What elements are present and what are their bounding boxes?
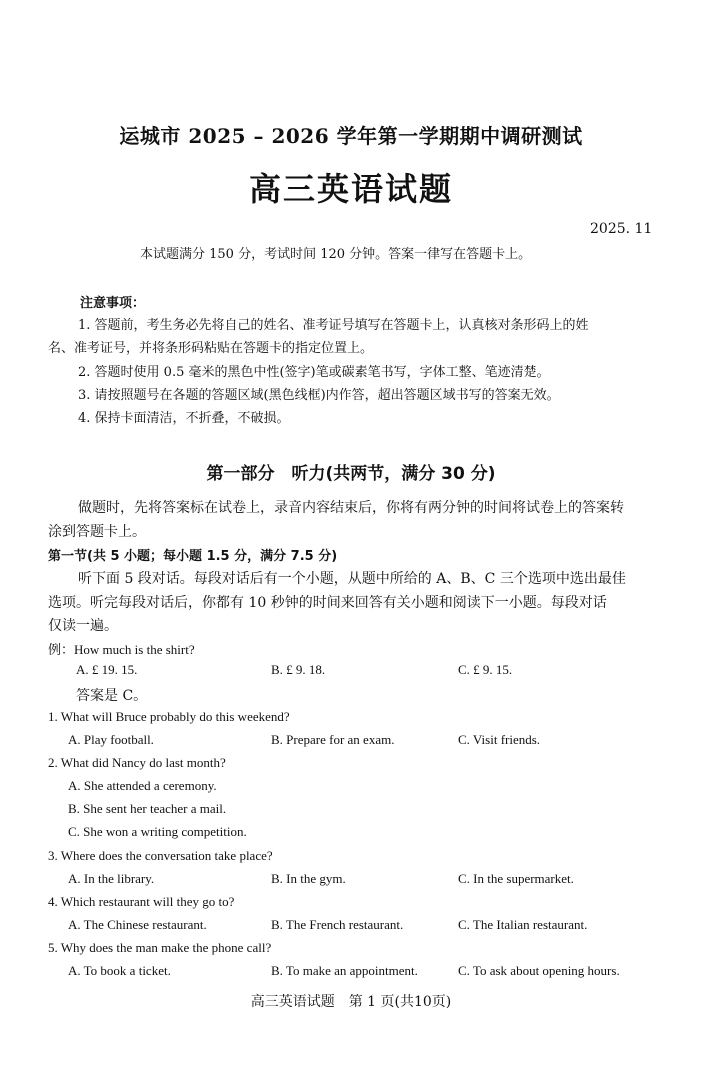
notice-item-1-cont: 名、准考证号，并将条形码粘贴在答题卡的指定位置上。 (48, 341, 374, 356)
notice-item-1: 1. 答题前，考生务必先将自己的姓名、准考证号填写在答题卡上，认真核对条形码上的姓 (78, 318, 589, 333)
page-footer: 高三英语试题 第 1 页(共10页) (250, 994, 452, 1010)
question-5: 5. Why does the man make the phone call? (48, 940, 272, 955)
question-5-option-c: C. To ask about opening hours. (458, 963, 620, 978)
question-4-option-b: B. The French restaurant. (271, 917, 404, 932)
question-2: 2. What did Nancy do last month? (48, 755, 226, 770)
question-3: 3. Where does the conversation take place? (48, 848, 273, 863)
question-3-option-a: A. In the library. (68, 871, 155, 886)
question-4: 4. Which restaurant will they go to? (48, 894, 235, 909)
section1-heading: 第一节(共 5 小题；每小题 1.5 分，满分 7.5 分) (48, 549, 338, 564)
question-5-option-a: A. To book a ticket. (68, 963, 171, 978)
question-2-option-a: A. She attended a ceremony. (68, 778, 217, 793)
question-1-option-b: B. Prepare for an exam. (271, 732, 395, 747)
notice-item-3: 3. 请按照题号在各题的答题区域(黑色线框)内作答，超出答题区域书写的答案无效。 (78, 388, 560, 403)
section1-instructions-cont: 选项。听完每段对话后，你都有 10 秒钟的时间来回答有关小题和阅读下一小题。每段对话 (48, 595, 607, 611)
question-2-option-b: B. She sent her teacher a mail. (68, 801, 227, 816)
notice-item-2: 2. 答题时使用 0.5 毫米的黑色中性(签字)笔或碳素笔书写，字体工整、笔迹清楚。 (78, 365, 550, 380)
example-option-c: C. £ 9. 15. (458, 662, 513, 677)
exam-intro: 本试题满分 150 分，考试时间 120 分钟。答案一律写在答题卡上。 (140, 247, 532, 262)
example-answer: 答案是 C。 (76, 688, 148, 704)
question-2-option-c: C. She won a writing competition. (68, 824, 247, 839)
notice-item-4: 4. 保持卡面清洁，不折叠，不破损。 (78, 411, 290, 426)
part1-instructions: 做题时，先将答案标在试卷上，录音内容结束后，你将有两分钟的时间将试卷上的答案转 (78, 500, 624, 516)
section1-instructions: 听下面 5 段对话。每段对话后有一个小题，从题中所给的 A、B、C 三个选项中选出最佳 (78, 571, 626, 587)
exam-title: 高三英语试题 (248, 170, 453, 208)
question-5-option-b: B. To make an appointment. (271, 963, 418, 978)
part1-instructions-cont: 涂到答题卡上。 (48, 524, 146, 540)
exam-title-line1: 运城市 2025 – 2026 学年第一学期期中调研测试 (119, 124, 583, 148)
question-1: 1. What will Bruce probably do this weekend? (48, 709, 290, 724)
question-1-option-a: A. Play football. (68, 732, 154, 747)
part1-heading: 第一部分 听力(共两节，满分 30 分) (206, 464, 496, 484)
example-option-b: B. £ 9. 18. (271, 662, 326, 677)
example-option-a: A. £ 19. 15. (76, 662, 138, 677)
notice-heading: 注意事项： (80, 296, 146, 311)
question-1-option-c: C. Visit friends. (458, 732, 541, 747)
example-question: 例：How much is the shirt? (48, 642, 195, 657)
section1-instructions-end: 仅读一遍。 (48, 618, 118, 634)
question-4-option-c: C. The Italian restaurant. (458, 917, 588, 932)
question-4-option-a: A. The Chinese restaurant. (68, 917, 207, 932)
question-3-option-c: C. In the supermarket. (458, 871, 574, 886)
exam-date: 2025. 11 (590, 221, 653, 237)
question-3-option-b: B. In the gym. (271, 871, 346, 886)
